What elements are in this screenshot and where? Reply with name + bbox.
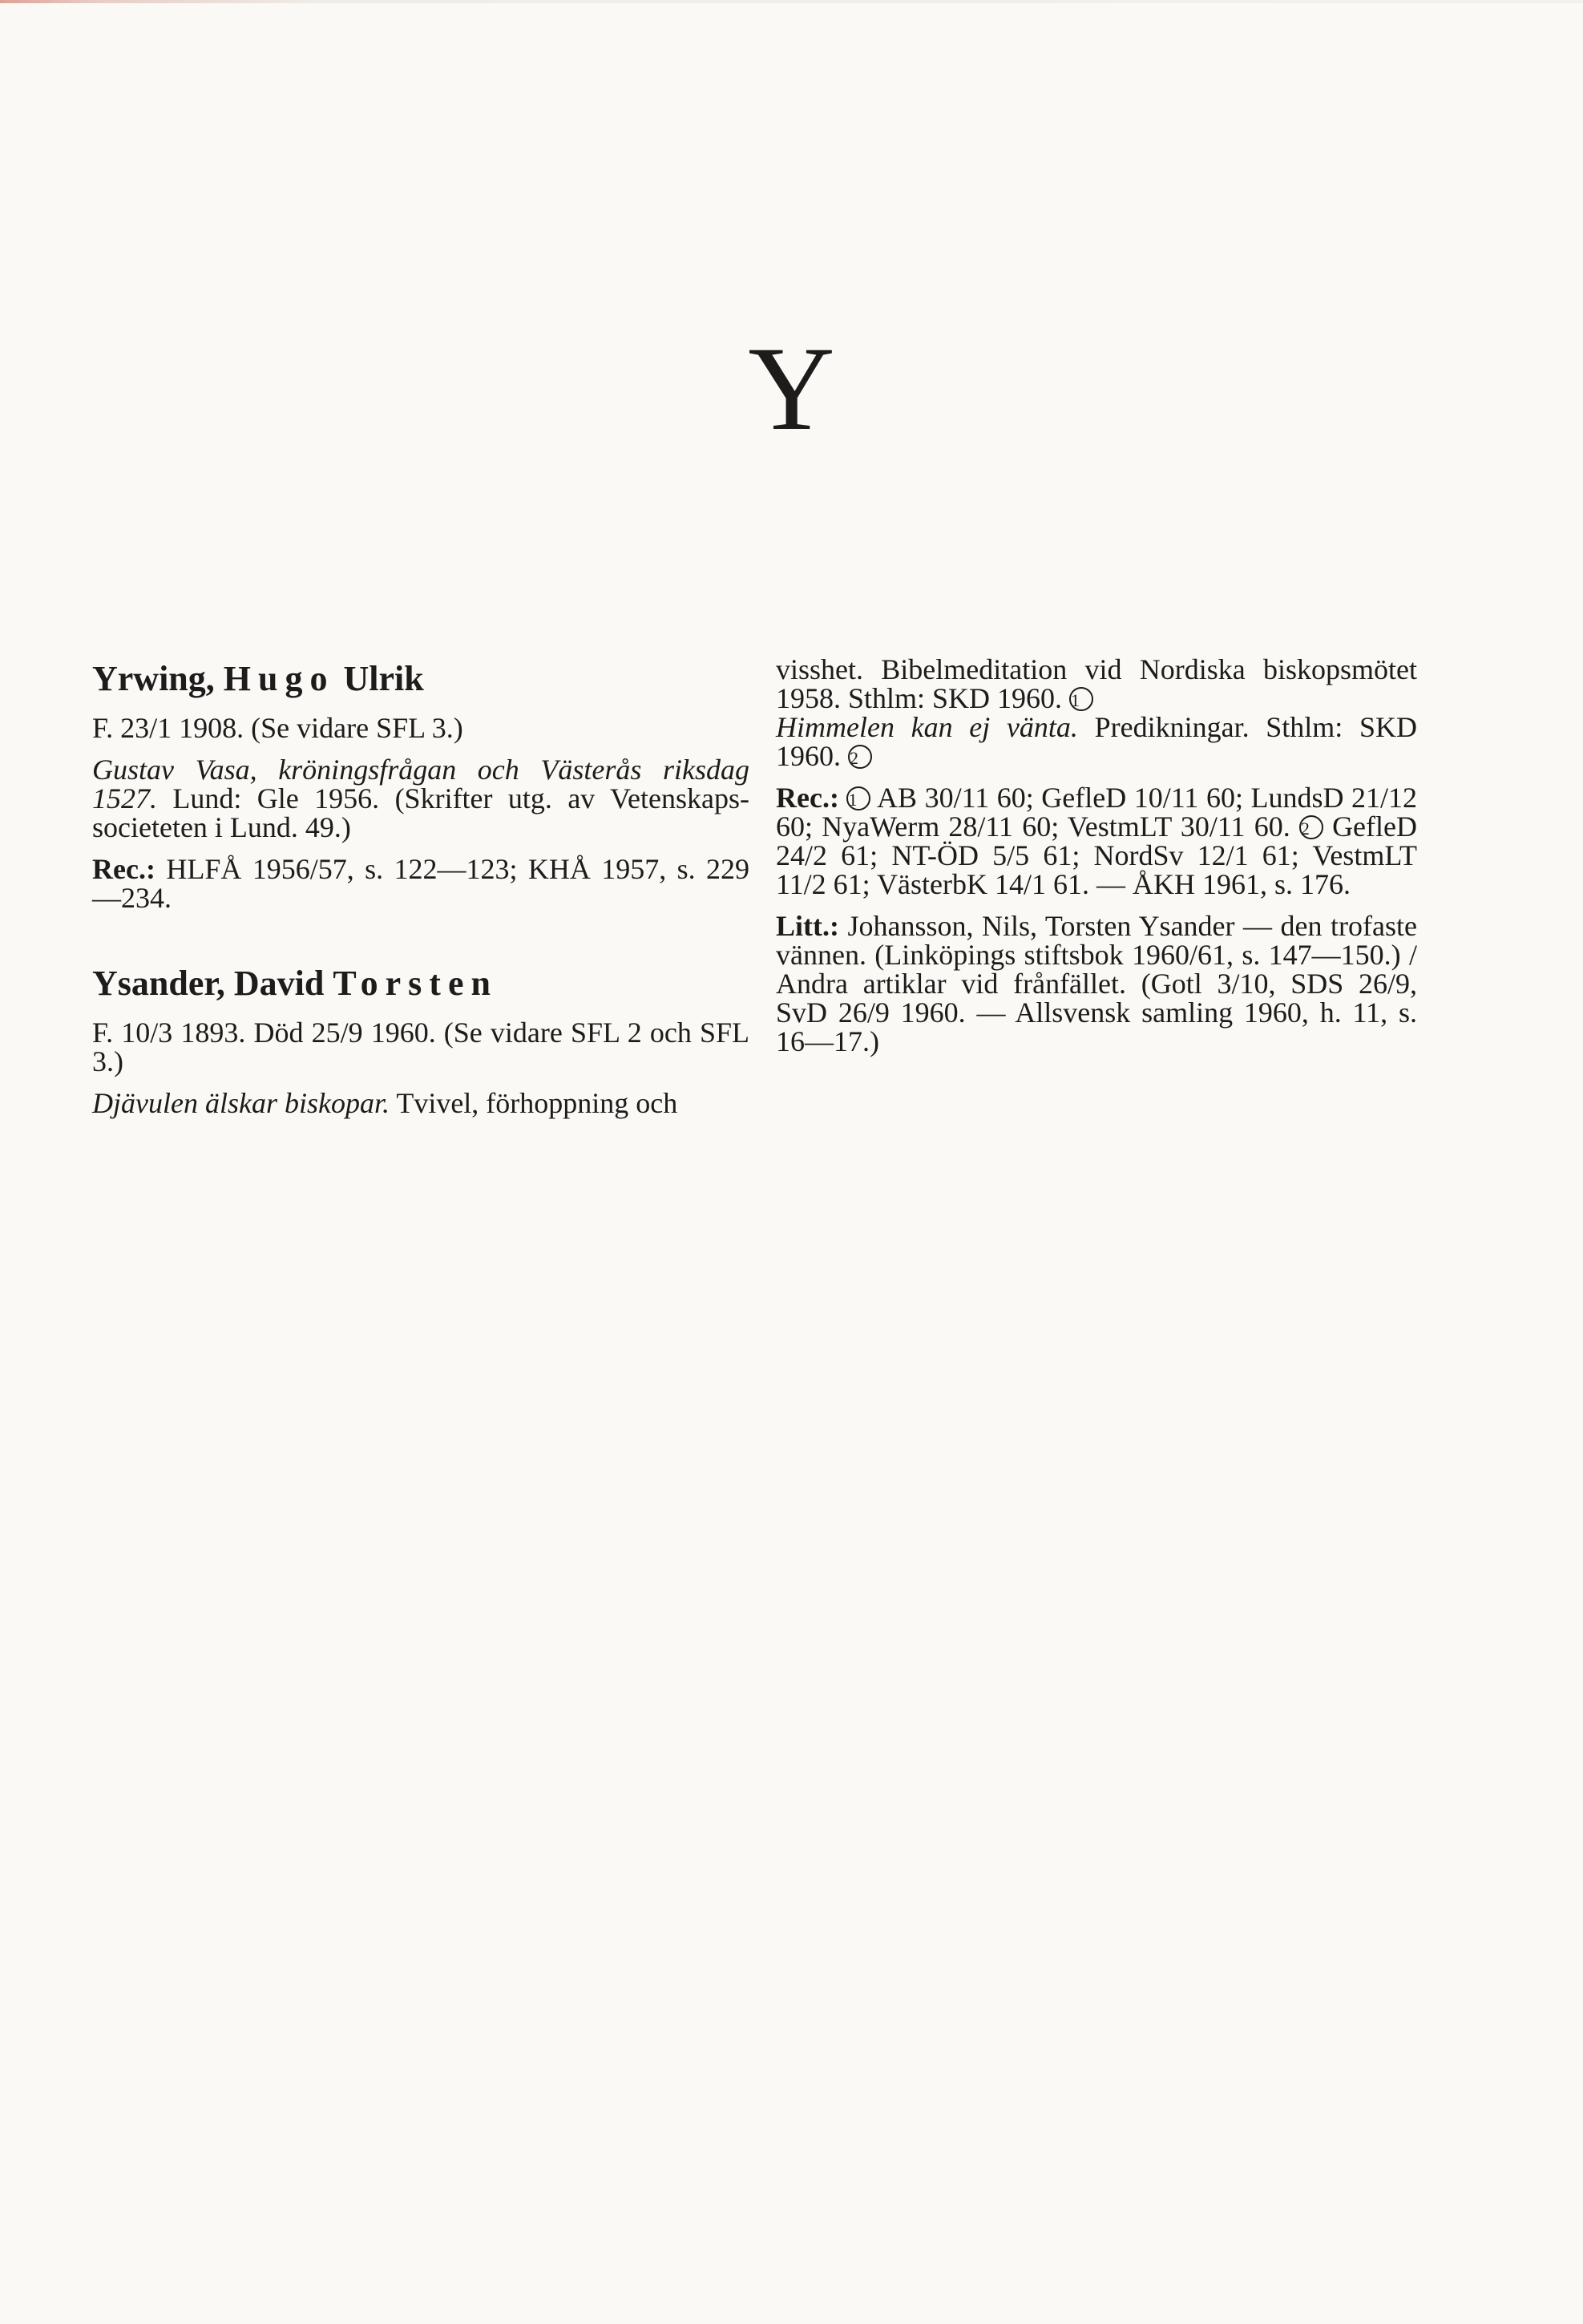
right-column — [776, 655, 1417, 1069]
work-details: Predikningar. Sthlm: SKD 1960. — [776, 711, 1417, 772]
entry-birth-line: F. 23/1 1908. (Se vidare SFL 3.) — [92, 712, 463, 744]
entry-work — [92, 755, 749, 842]
work-details-start: Tvivel, förhoppning och — [396, 1087, 678, 1119]
page-top-edge — [0, 0, 1583, 3]
rec-text: GefleD 24/2 61; NT-ÖD 5/5 61; NordSv 12/1 61; VestmLT 11/2 61; VästerbK 14/1 61. — ÅKH 1961, s. 176. — [776, 810, 1418, 900]
entry-given-first: David — [233, 964, 325, 1003]
entry-reviews — [776, 783, 1417, 899]
work-title: Gustav Vasa, kröningsfrågan och Västerås riksdag 1527. — [92, 754, 749, 814]
circled-number-marker: 1 — [846, 786, 870, 810]
entry-given-rest: Ulrik — [343, 659, 424, 698]
litt-text: Johansson, Nils, Torsten Ysander — den trofaste vännen. (Linköpings stiftsbok 1960/61, s. 147—150.) / Andra artiklar vid frånfället. (Gotl 3/10, SDS 26/9, SvD 26/9 1960. — Allsvensk samling 1960, h. 11, s. 16—17.) — [776, 910, 1418, 1057]
work-title: Djävulen älskar biskopar. — [92, 1087, 390, 1119]
section-letter-heading: Y — [748, 322, 835, 455]
entry-literature — [776, 911, 1417, 1056]
rec-label: Rec.: — [92, 853, 155, 885]
entry-heading-yrwing — [92, 659, 749, 699]
entry-work — [92, 1089, 749, 1118]
entry-given-spaced: Hugo — [223, 659, 335, 698]
entry-surname: Ysander, — [92, 964, 225, 1003]
entry-reviews — [92, 855, 749, 912]
entry-heading-ysander — [92, 964, 749, 1004]
circled-number-marker: 1 — [1069, 687, 1093, 711]
rec-text: AB 30/11 60; GefleD 10/11 60; LundsD 21/12 60; NyaWerm 28/11 60; VestmLT 30/11 60. — [776, 782, 1418, 843]
circled-number-marker: 2 — [848, 745, 872, 769]
circled-number-marker: 2 — [1299, 815, 1323, 839]
entry-surname: Yrwing, — [92, 659, 215, 698]
left-column — [92, 659, 749, 1130]
entry-birth-line: F. 10/3 1893. Död 25/9 1960. (Se vidare SFL 2 och SFL 3.) — [92, 1016, 749, 1077]
entry-work-continued — [776, 655, 1417, 770]
entry-given-spaced: Torsten — [333, 964, 498, 1003]
litt-label: Litt.: — [776, 910, 839, 942]
work-details-end: visshet. Bibelmeditation vid Nordiska biskopsmötet 1958. Sthlm: SKD 1960. — [776, 653, 1417, 714]
work-title: Himmelen kan ej vänta. — [776, 711, 1078, 743]
rec-label: Rec.: — [776, 782, 839, 814]
work-details: Lund: Gle 1956. (Skrifter utg. av Vetenskaps-societeten i Lund. 49.) — [92, 782, 750, 843]
rec-text: HLFÅ 1956/57, s. 122—123; KHÅ 1957, s. 229—234. — [92, 853, 750, 914]
